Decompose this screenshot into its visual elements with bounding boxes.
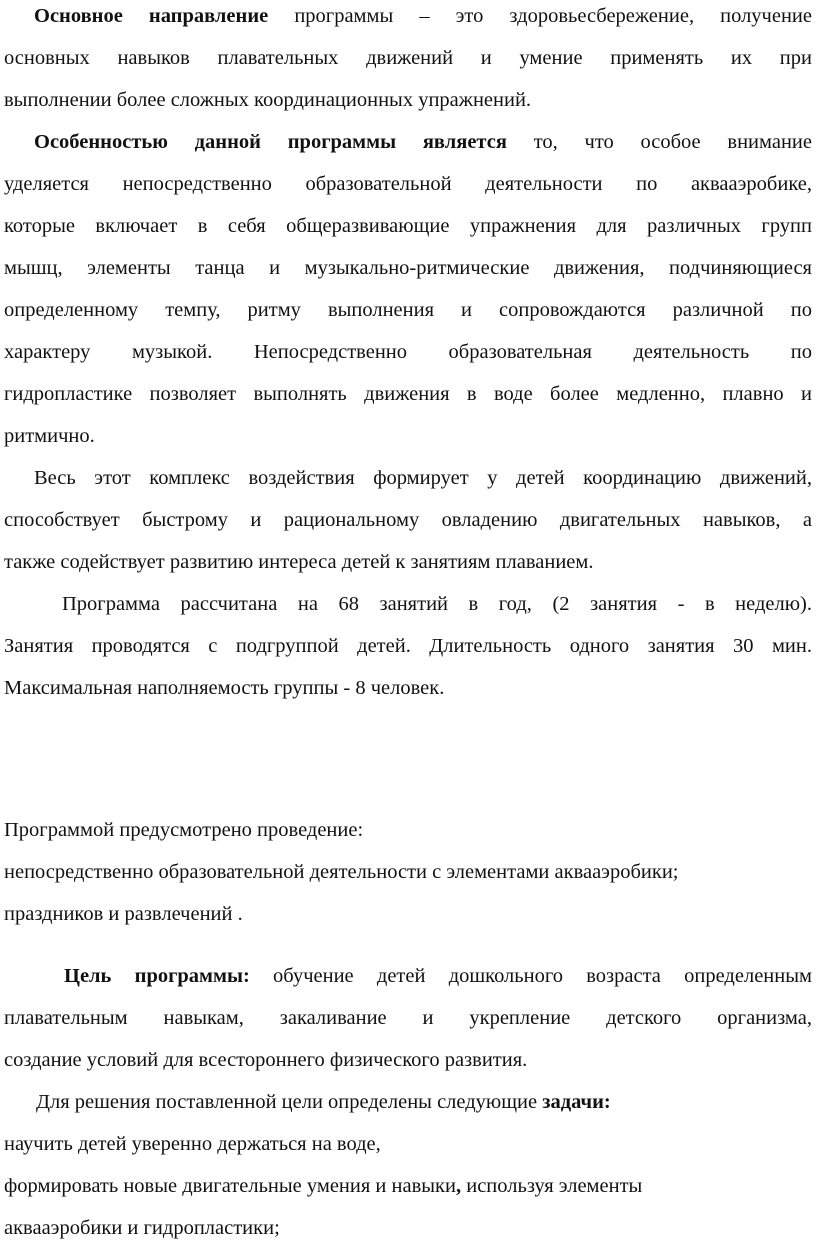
paragraph-complex-line-3: также содействует развитию интереса детей к занятиям плаванием. bbox=[4, 551, 594, 573]
paragraph-main-direction-line-2: основных навыков плавательных движений и умение применять их при bbox=[4, 47, 812, 69]
bold-term: Основное направление bbox=[34, 5, 269, 27]
paragraph-feature-line-8: ритмично. bbox=[4, 425, 95, 447]
paragraph-schedule-line-3: Максимальная наполняемость группы - 8 человек. bbox=[4, 677, 445, 699]
paragraph-provision-line-1: Программой предусмотрено проведение: bbox=[4, 819, 364, 841]
text-run: то, что особое внимание bbox=[506, 131, 812, 153]
bold-term: Особенностью данной программы является bbox=[34, 131, 507, 153]
paragraph-main-direction-line-3: выполнении более сложных координационных упражнений. bbox=[4, 89, 532, 111]
paragraph-tasks-line-4: аквааэробики и гидропластики; bbox=[4, 1217, 280, 1239]
paragraph-feature-line-2: уделяется непосредственно образовательной деятельности по аквааэробике, bbox=[4, 173, 812, 195]
paragraph-feature-line-7: гидропластике позволяет выполнять движения в воде более медленно, плавно и bbox=[4, 383, 812, 405]
paragraph-feature-line-3: которые включает в себя общеразвивающие упражнения для различных групп bbox=[4, 215, 812, 237]
paragraph-feature-line-4: мышц, элементы танца и музыкально-ритмические движения, подчиняющиеся bbox=[4, 257, 812, 279]
bold-comma: , bbox=[455, 1175, 462, 1197]
paragraph-tasks-line-1 bbox=[4, 1089, 816, 1115]
paragraph-feature-line-1 bbox=[4, 129, 812, 155]
bold-term: Цель программы: bbox=[64, 965, 250, 987]
paragraph-main-direction-line-1 bbox=[4, 3, 812, 29]
paragraph-schedule-line-2: Занятия проводятся с подгруппой детей. Длительность одного занятия 30 мин. bbox=[4, 635, 812, 657]
paragraph-goal-line-3: создание условий для всестороннего физического развития. bbox=[4, 1049, 528, 1071]
paragraph-tasks-line-2: научить детей уверенно держаться на воде, bbox=[4, 1133, 381, 1155]
paragraph-provision-line-2: непосредственно образовательной деятельности с элементами аквааэробики; bbox=[4, 861, 679, 883]
paragraph-feature-line-5: определенному темпу, ритму выполнения и сопровождаются различной по bbox=[4, 299, 812, 321]
text-run: обучение детей дошкольного возраста определенным bbox=[249, 965, 812, 987]
paragraph-schedule-line-1: Программа рассчитана на 68 занятий в год, (2 занятия - в неделю). bbox=[62, 593, 812, 615]
text-run: используя элементы bbox=[461, 1175, 643, 1197]
paragraph-goal-line-2: плавательным навыкам, закаливание и укрепление детского организма, bbox=[4, 1007, 812, 1029]
paragraph-provision-line-3: праздников и развлечений . bbox=[4, 903, 243, 925]
paragraph-tasks-line-3 bbox=[4, 1173, 812, 1199]
paragraph-complex-line-2: способствует быстрому и рациональному овладению двигательных навыков, а bbox=[4, 509, 812, 531]
paragraph-complex-line-1: Весь этот комплекс воздействия формирует у детей координацию движений, bbox=[34, 467, 812, 489]
paragraph-goal-line-1 bbox=[4, 963, 812, 989]
text-run: Для решения поставленной цели определены следующие bbox=[36, 1091, 543, 1113]
text-run: формировать новые двигательные умения и навыки bbox=[4, 1175, 456, 1197]
paragraph-feature-line-6: характеру музыкой. Непосредственно образовательная деятельность по bbox=[4, 341, 812, 363]
bold-term: задачи: bbox=[542, 1091, 611, 1113]
text-run: программы – это здоровьесбережение, получение bbox=[268, 5, 812, 27]
